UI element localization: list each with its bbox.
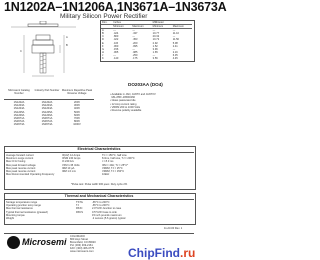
table-cell: 10kHz (102, 173, 110, 177)
table-cell: -65°C to 200°C (92, 201, 110, 204)
table-cell: J (102, 53, 104, 57)
table-cell: 1N3673A (41, 123, 53, 127)
table-cell: TSTG (76, 201, 83, 204)
table-cell: Max Recommended Operating Frequency (6, 173, 55, 177)
table-cell: Max thermal resistance (6, 207, 33, 211)
features-list (110, 93, 156, 112)
ordering-header-industry: Industry Part Number (34, 89, 60, 92)
table-row (101, 57, 192, 60)
table-cell: 1N1206A (41, 113, 53, 117)
table-cell: 1N3672A (13, 120, 25, 124)
table-cell: Max I²t for fusing (6, 160, 26, 164)
table-cell: 1N3673A (13, 123, 25, 127)
table-cell: .065 (113, 50, 119, 54)
company-address: COLORADO 800 Hoyt Street Broomfield, CO 80020 PH: (303) 469-2161 FAX: (303) 466-3775 www.microsemi.com (70, 235, 96, 253)
table-cell: .115 (113, 41, 119, 45)
table-cell: .437 (132, 32, 138, 36)
table-cell: .156 (113, 47, 119, 51)
table-cell: 1.65 (152, 50, 158, 54)
table-cell: Operating junction temp range (6, 204, 41, 208)
table-cell: .200 (132, 41, 138, 45)
ordering-table (4, 101, 94, 127)
table-header: Inches (112, 21, 131, 25)
table-cell: 1N1204A (41, 107, 53, 111)
table-cell: Max peak reverse current (6, 170, 36, 174)
table-cell: .095 (132, 44, 138, 48)
table-header: Maximum (131, 25, 151, 29)
table-cell: 500V (73, 110, 81, 114)
list-item: • 12 Amp current rating (110, 102, 137, 106)
list-item: MIL-PRF-19500/260 (111, 96, 135, 100)
table-cell: 1N1202A (41, 101, 53, 104)
ordering-divider (4, 99, 94, 100)
table-cell: VRRM, TJ = 150°C (102, 170, 125, 174)
microsemi-logo-icon (7, 236, 20, 249)
table-cell: G (102, 47, 105, 51)
table-cell: IRM 1.0 mA (62, 170, 76, 174)
ordering-header-catalog: Microsemi Catalog Number (8, 89, 30, 96)
table-cell: F (102, 44, 104, 48)
table-cell: 10.72 (152, 38, 160, 42)
table-cell: IRM 10 µA (62, 166, 75, 170)
table-cell: 3.56 (152, 57, 158, 61)
table-cell: 11.50 (172, 38, 180, 42)
table-cell: Average forward current (6, 154, 34, 157)
chipfind-watermark[interactable]: ChipFind.ru (128, 246, 196, 260)
table-cell: 200V (73, 101, 81, 104)
thermal-divider (4, 199, 194, 200)
table-cell: 2.41 (172, 44, 178, 48)
package-name: DO203AA (DO4) (128, 82, 163, 87)
thermal-heading: Thermal and Mechanical Characteristics (64, 194, 134, 198)
table-cell: 15 inch pounds maximum (92, 213, 122, 217)
list-item: • Available in JAN, JANTX and JANTXV (110, 93, 156, 96)
table-cell: Typical thermal resistance (greased) (6, 210, 48, 214)
table-cell: H (102, 50, 104, 54)
table-cell: 1000V (73, 123, 81, 127)
table-cell: --- (152, 53, 156, 57)
table-cell: RθJC (76, 207, 83, 211)
table-header: Maximum (172, 25, 192, 29)
dimension-table (101, 21, 192, 60)
table-cell: 1N1205A (13, 110, 25, 114)
table-cell: .250 (132, 53, 138, 57)
electrical-divider (4, 152, 194, 153)
table-cell: 4.45 (172, 57, 178, 61)
table-cell: C (102, 35, 104, 39)
table-cell: VFM 1.35 Volts (62, 163, 80, 167)
table-cell: --- (113, 53, 116, 57)
table-cell: .175 (132, 57, 138, 61)
revision-label: 11-23-00 Rev. 1 (164, 227, 183, 230)
table-cell: 1N3671A (41, 117, 53, 121)
page-title: 1N1202A–1N1206A,1N3671A–1N3673A (4, 0, 227, 14)
list-item: • Reverse polarity available (110, 109, 142, 113)
table-cell: --- (132, 35, 135, 39)
electrical-note: *Pulse test: Pulse width 300 µsec. Duty cycle 2% (70, 183, 128, 186)
table-cell: 2.92 (152, 41, 158, 45)
table-cell: 1.52 (152, 44, 158, 48)
table-cell: --- (152, 29, 156, 33)
table-cell: TC = 150°C, half sine (102, 154, 127, 157)
table-cell: --- (113, 29, 116, 33)
table-cell: 1N1204A (13, 107, 25, 111)
table-cell: IFSM 240 Amps (62, 157, 81, 161)
table-cell: Maximum surge current (6, 157, 34, 161)
table-cell: --- (172, 35, 176, 39)
table-cell: .060 (113, 44, 119, 48)
table-cell: Max peak forward voltage (6, 163, 36, 167)
table-cell: 1N3672A (41, 120, 53, 124)
table-cell: TJ (76, 204, 79, 208)
table-cell: Max peak reverse current (6, 166, 36, 170)
table-cell: 700V (73, 117, 81, 121)
table-cell: 5.08 (172, 41, 178, 45)
thermal-table (6, 201, 192, 220)
table-cell: 10.77 (152, 32, 160, 36)
table-cell: 20.32 (152, 35, 160, 39)
diagram-label-b: B (66, 44, 68, 47)
table-cell: .800 (113, 35, 119, 39)
table-cell: 300V (73, 104, 81, 108)
table-cell: 11.10 (172, 32, 180, 36)
table-cell: 600V (73, 113, 81, 117)
table-cell: .140 (113, 57, 119, 61)
table-cell: --- (172, 29, 176, 33)
table-cell: 1N1203A (13, 104, 25, 108)
list-item: • Glass passivated die (110, 99, 136, 103)
electrical-heading: Electrical Characteristics (77, 147, 121, 151)
table-cell: E (102, 41, 104, 45)
table-header: Dim. (101, 21, 112, 25)
table-cell: K (102, 57, 104, 61)
table-cell: 6.35 (172, 53, 178, 57)
ordering-header-voltage: Maximum Repetitive Peak Reverse Voltage (61, 89, 93, 96)
table-row (4, 123, 94, 126)
table-cell: 1N1205A (41, 110, 53, 114)
table-cell: A (102, 29, 104, 33)
electrical-table (6, 154, 192, 176)
table-row (6, 173, 192, 176)
table-cell: Weight (6, 217, 15, 221)
table-cell: --- (172, 47, 176, 51)
table-header: Minimum (152, 25, 172, 29)
table-header: Millimeter (152, 21, 172, 25)
table-cell: Mounting torque (6, 213, 25, 217)
table-cell: I²t 240 A²s (62, 160, 74, 164)
table-cell: .422 (113, 38, 119, 42)
table-cell: .2 ounces (5.6 grams) typical (92, 217, 126, 221)
table-cell: .085 (132, 50, 138, 54)
table-cell: .453 (132, 38, 138, 42)
table-cell: 400V (73, 107, 81, 111)
table-cell: Storage temperature range (6, 201, 38, 204)
footer-divider (4, 233, 194, 234)
table-cell: B (102, 32, 104, 36)
company-name: Microsemi (22, 237, 67, 247)
table-cell: 800V (73, 120, 81, 124)
table-cell: IF(AV) 12 Amps (62, 154, 81, 157)
table-cell: 2.16 (172, 50, 178, 54)
table-cell: --- (132, 29, 135, 33)
table-cell: -65°C to 200°C (92, 204, 110, 208)
table-cell: 1N1203A (41, 104, 53, 108)
diagram-label-a: A (66, 36, 68, 39)
page-subtitle: Military Silicon Power Rectifier (60, 13, 148, 20)
table-cell: RθCS (76, 210, 83, 214)
table-cell: D (102, 38, 104, 42)
table-cell: --- (132, 47, 135, 51)
list-item: • VRRM 200 to 1000 Volts (110, 105, 141, 109)
diagram-label-c: C (20, 50, 22, 53)
table-cell: t = 8.3 ms (102, 160, 114, 164)
table-cell: 3.96 (152, 47, 158, 51)
table-cell: IFM = 40A; TJ = 25°C* (102, 163, 129, 167)
table-cell: 0.5°C/W Case to sink (92, 210, 117, 214)
table-cell: VRRM, TJ = 25°C (102, 166, 123, 170)
table-cell (76, 217, 92, 220)
table-cell: .424 (113, 32, 119, 36)
table-row (6, 217, 192, 220)
table-cell: 1N3671A (13, 117, 25, 121)
table-header: Minimum (112, 25, 131, 29)
table-cell: 1N1206A (13, 113, 25, 117)
table-cell: 1N1202A (13, 101, 25, 104)
table-cell: 2.0°C/W Junction to case (92, 207, 122, 211)
table-cell: 8.3ms, half sine, TJ = 200°C (102, 157, 135, 161)
